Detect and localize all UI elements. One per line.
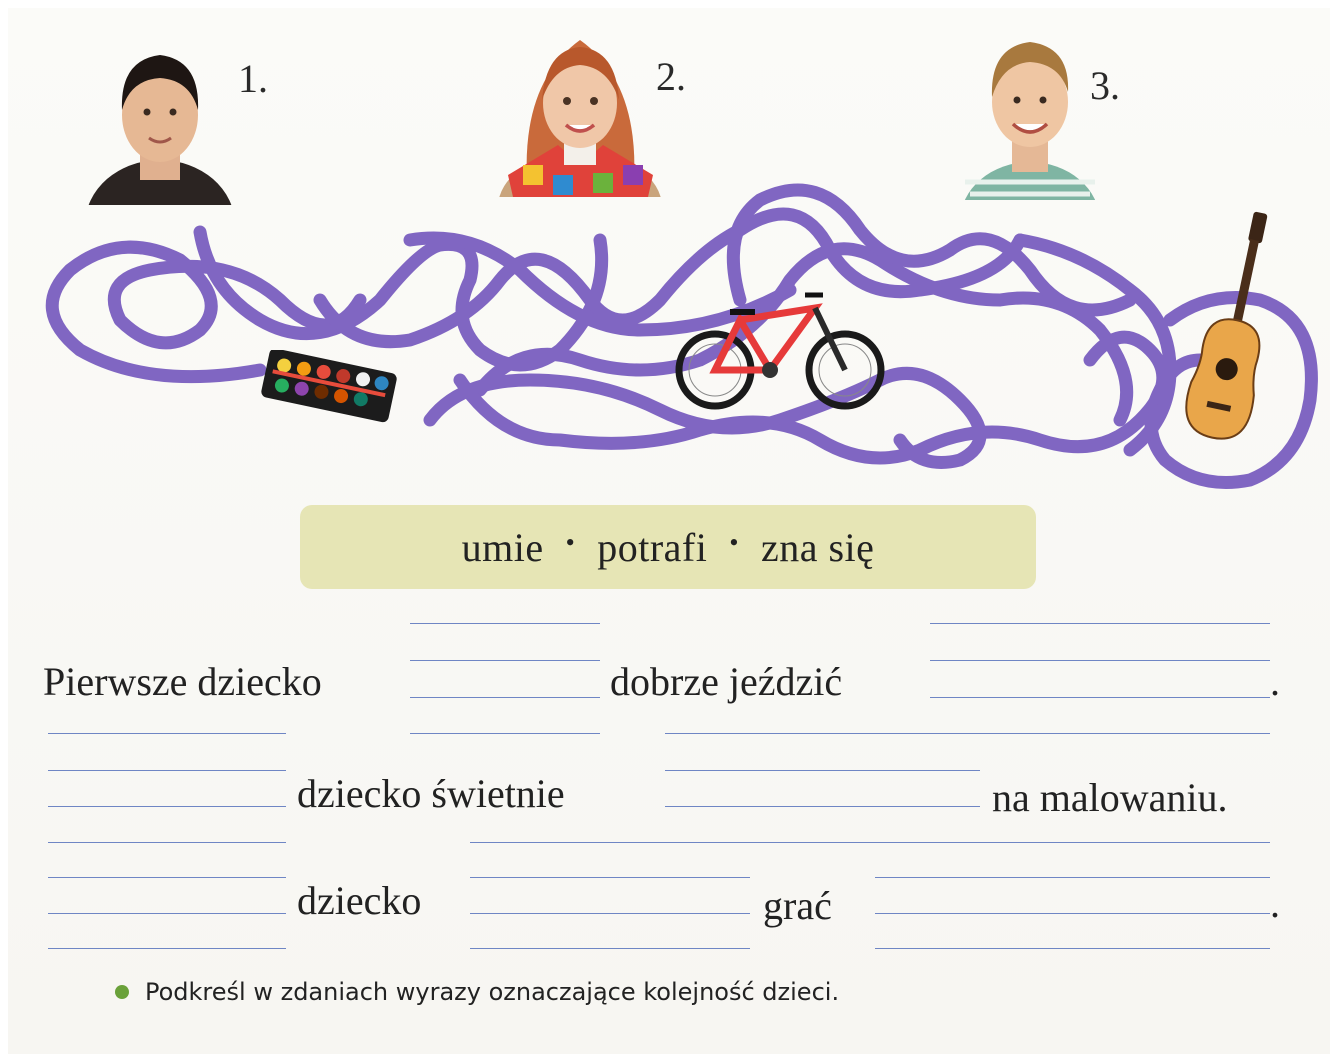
word-separator: • <box>565 528 576 557</box>
sentence-2-text-a: dziecko świetnie <box>297 771 565 816</box>
blank-1a-bottom[interactable] <box>410 733 600 734</box>
blank-3a-bottom[interactable] <box>48 948 286 949</box>
blank-3c-top[interactable] <box>875 877 1270 878</box>
bicycle-icon <box>675 290 890 420</box>
blank-2a-mid[interactable] <box>48 770 286 771</box>
sentence-1-text-b: dobrze jeździć <box>610 659 843 704</box>
child-number-2: 2. <box>656 54 686 99</box>
blank-1a-top[interactable] <box>410 623 600 624</box>
blank-2b-base[interactable] <box>665 806 980 807</box>
blank-3c-bottom[interactable] <box>875 948 1270 949</box>
instruction-text: Podkreśl w zdaniach wyrazy oznaczające kolejność dzieci. <box>145 978 840 1006</box>
sentence-3-text-a: dziecko <box>297 878 422 923</box>
paint-palette-icon <box>255 350 400 435</box>
blank-3a-top[interactable] <box>48 877 286 878</box>
instruction <box>115 978 839 1006</box>
sentence-3-text-b: grać <box>763 883 832 928</box>
guitar-icon <box>1185 210 1285 450</box>
word-zna-sie: zna się <box>760 524 875 570</box>
blank-2a-bottom[interactable] <box>48 842 286 843</box>
sentence-1-text-a: Pierwsze dziecko <box>43 659 322 704</box>
sentence-1-end: . <box>1270 659 1280 704</box>
blank-1b-top[interactable] <box>930 623 1270 624</box>
blank-1b-base[interactable] <box>930 697 1270 698</box>
blank-3c-base[interactable] <box>875 913 1270 914</box>
sentence-3-end: . <box>1270 881 1280 926</box>
word-potrafi: potrafi <box>597 524 708 570</box>
blank-1b-bottom[interactable] <box>665 733 1270 734</box>
word-separator: • <box>729 528 739 557</box>
blank-2b-mid[interactable] <box>665 770 980 771</box>
child-number-3: 3. <box>1090 63 1120 108</box>
blank-3b-base[interactable] <box>470 913 750 914</box>
maze-lines <box>0 0 1338 520</box>
blank-2a-top[interactable] <box>48 733 286 734</box>
blank-3b-bottom[interactable] <box>470 948 750 949</box>
sentence-2-text-b: na malowaniu. <box>992 775 1228 820</box>
bullet-icon <box>115 985 129 999</box>
child-number-1: 1. <box>238 56 268 101</box>
blank-3b-top[interactable] <box>470 842 1270 843</box>
blank-2a-base[interactable] <box>48 806 286 807</box>
blank-3b-mid[interactable] <box>470 877 750 878</box>
blank-1a-base[interactable] <box>410 697 600 698</box>
word-umie: umie <box>461 524 544 570</box>
blank-3a-base[interactable] <box>48 913 286 914</box>
word-bank <box>300 505 1036 589</box>
blank-1b-mid[interactable] <box>930 660 1270 661</box>
blank-1a-mid[interactable] <box>410 660 600 661</box>
